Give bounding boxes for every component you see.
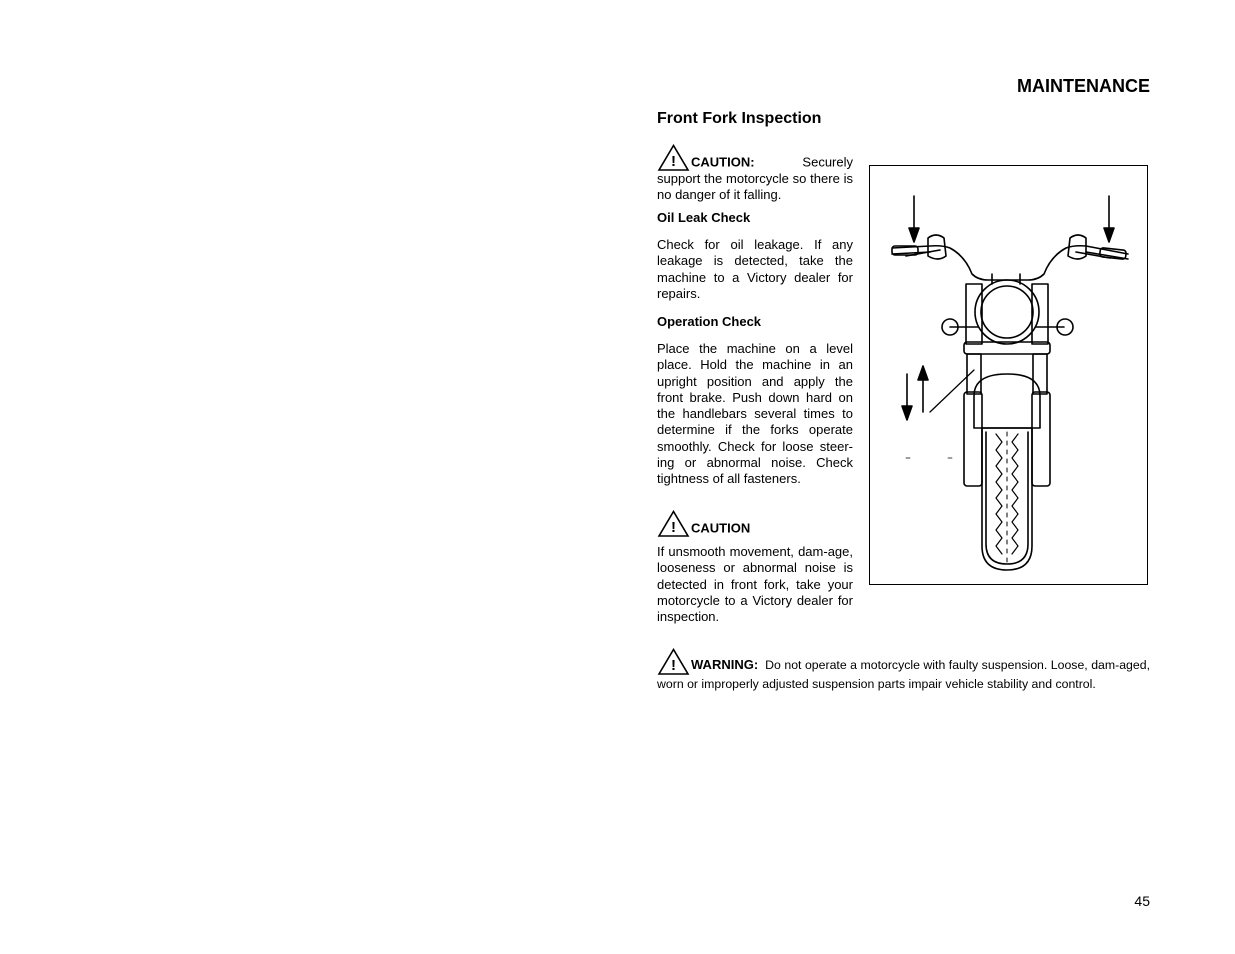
caution-label: CAUTION:	[691, 154, 755, 170]
oil-leak-text: Check for oil leakage. If any leakage is detected, take the machine to a Victory dealer for repairs.	[657, 237, 853, 301]
warning-triangle-icon	[657, 144, 690, 171]
svg-text:!: !	[671, 153, 676, 170]
caution2-heading	[657, 510, 853, 537]
operation-text: Place the machine on a level place. Hold the machine in an upright position and apply the front brake. Push down hard on the handlebars several times to determine if the forks operate smoothly. Check for loose steer-ing or abnormal noise. Check tightness of all fasteners.	[657, 341, 853, 487]
operation-paragraph	[657, 341, 853, 488]
caution-securely-support	[657, 144, 853, 204]
page-number: 45	[1134, 893, 1150, 909]
caution-text: Securely support the motorcycle so there is no danger of it falling.	[657, 154, 853, 203]
caution-unsmooth-movement	[657, 510, 853, 625]
caution2-label: CAUTION	[691, 520, 751, 536]
oil-leak-heading: Oil Leak Check	[657, 210, 751, 225]
svg-text:!: !	[671, 519, 676, 536]
warning-suspension	[657, 648, 1150, 694]
caution2-text: If unsmooth movement, dam-age, looseness or abnormal noise is detected in front fork, take your motorcycle to a Victory dealer for inspection.	[657, 544, 853, 625]
oil-leak-paragraph	[657, 237, 853, 302]
warning-triangle-icon	[657, 648, 690, 675]
svg-text:!: !	[671, 657, 676, 674]
motorcycle-front-fork-illustration	[870, 166, 1147, 584]
section-header: MAINTENANCE	[1017, 76, 1150, 96]
warning-label: WARNING:	[691, 657, 759, 672]
operation-heading: Operation Check	[657, 314, 762, 329]
page-title: Front Fork Inspection	[657, 110, 822, 127]
warning-text: Do not operate a motorcycle with faulty suspension. Loose, dam-aged, worn or improperly adjusted suspension parts impair vehicle stability and control.	[657, 658, 1150, 691]
motorcycle-figure	[869, 165, 1148, 585]
warning-triangle-icon	[657, 510, 690, 537]
